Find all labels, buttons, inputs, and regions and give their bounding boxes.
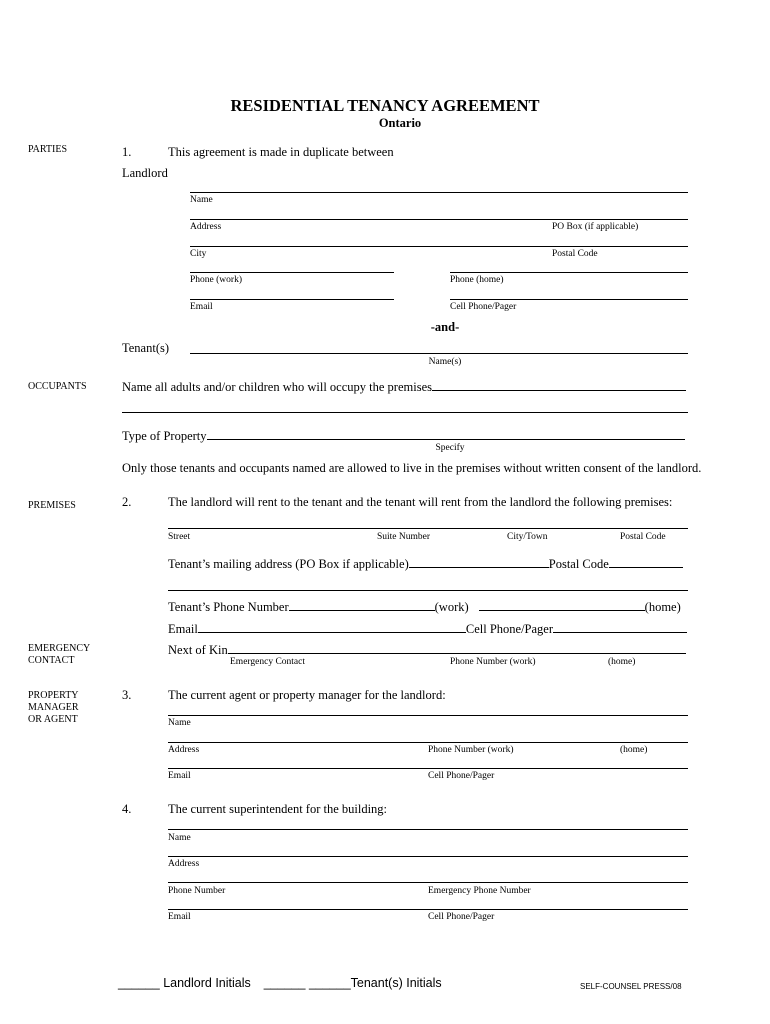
premises-intro: The landlord will rent to the tenant and the tenant will rent from the landlord the following premises: bbox=[168, 495, 673, 509]
super-emergency-phone-label: Emergency Phone Number bbox=[428, 886, 531, 896]
super-phone-label: Phone Number bbox=[168, 886, 226, 896]
publisher-mark: SELF-COUNSEL PRESS/08 bbox=[580, 982, 682, 991]
landlord-email-field[interactable] bbox=[190, 299, 394, 300]
section-label-parties: PARTIES bbox=[28, 144, 68, 155]
super-intro: The current superintendent for the building: bbox=[168, 802, 388, 816]
super-name-label: Name bbox=[168, 833, 191, 843]
landlord-phone-work-field[interactable] bbox=[190, 272, 394, 273]
super-email-label: Email bbox=[168, 912, 191, 922]
landlord-phone-home-label: Phone (home) bbox=[450, 275, 504, 285]
next-of-kin-label: Next of Kin bbox=[168, 643, 228, 657]
mailing-address-field[interactable] bbox=[409, 556, 549, 568]
page-subtitle: Ontario bbox=[378, 116, 422, 130]
section-number-2: 2. bbox=[122, 495, 132, 509]
tenant-email-line bbox=[168, 621, 687, 637]
section-number-1: 1. bbox=[122, 145, 132, 159]
emergency-phone-work-label: Phone Number (work) bbox=[450, 657, 536, 667]
landlord-initials-field[interactable]: ______ bbox=[118, 976, 160, 990]
section-label-property bbox=[28, 690, 79, 726]
next-of-kin-line bbox=[168, 642, 686, 658]
specify-label: Specify bbox=[435, 443, 465, 453]
section-number-3: 3. bbox=[122, 688, 132, 702]
premises-city-label: City/Town bbox=[507, 532, 548, 542]
premises-street-label: Street bbox=[168, 532, 191, 542]
initials-line bbox=[118, 976, 442, 990]
property-type-field[interactable] bbox=[207, 428, 685, 440]
super-address-field[interactable] bbox=[168, 856, 688, 857]
occupants-notice: Only those tenants and occupants named are allowed to live in the premises without written consent of the landlord. bbox=[122, 461, 702, 475]
occupants-label: Name all adults and/or children who will occupy the premises bbox=[122, 380, 432, 394]
section-label-emergency-line1: EMERGENCY bbox=[28, 643, 91, 654]
tenants-label: Tenant(s) bbox=[122, 341, 170, 355]
landlord-city-label: City bbox=[190, 249, 207, 259]
super-cell-label: Cell Phone/Pager bbox=[428, 912, 495, 922]
tenants-name-field[interactable] bbox=[190, 353, 688, 354]
emergency-phone-home-label: (home) bbox=[608, 657, 636, 667]
agent-phone-work-label: Phone Number (work) bbox=[428, 745, 514, 755]
agent-cell-label: Cell Phone/Pager bbox=[428, 771, 495, 781]
premises-address-field[interactable] bbox=[168, 528, 688, 529]
super-phone-field[interactable] bbox=[168, 882, 688, 883]
mailing-address-label: Tenant’s mailing address (PO Box if applicable) bbox=[168, 557, 409, 571]
tenant-phone-work-label: (work) bbox=[434, 600, 469, 614]
agent-name-field[interactable] bbox=[168, 715, 688, 716]
property-type-line bbox=[122, 428, 685, 444]
tenant-phone-home-field[interactable] bbox=[479, 599, 645, 611]
section-label-property-line2: MANAGER bbox=[28, 702, 79, 713]
mailing-address-field-2[interactable] bbox=[168, 590, 688, 591]
occupants-field-2[interactable] bbox=[122, 412, 688, 413]
tenant-email-field[interactable] bbox=[198, 621, 466, 633]
page-title: RESIDENTIAL TENANCY AGREEMENT bbox=[230, 96, 540, 115]
tenants-names-label: Name(s) bbox=[428, 357, 462, 367]
tenant-phone-work-field[interactable] bbox=[289, 599, 435, 611]
tenant-cell-field[interactable] bbox=[553, 621, 687, 633]
agent-intro: The current agent or property manager for the landlord: bbox=[168, 688, 446, 702]
property-type-label: Type of Property bbox=[122, 429, 207, 443]
section-label-premises: PREMISES bbox=[28, 500, 76, 511]
landlord-postal-label: Postal Code bbox=[552, 249, 598, 259]
and-separator: -and- bbox=[430, 320, 460, 334]
tenant-phone-line bbox=[168, 599, 681, 615]
tenant-email-label: Email bbox=[168, 622, 198, 636]
mailing-postal-label: Postal Code bbox=[548, 557, 609, 571]
landlord-phone-home-field[interactable] bbox=[450, 272, 688, 273]
landlord-name-label: Name bbox=[190, 195, 213, 205]
tenant-cell-label: Cell Phone/Pager bbox=[465, 622, 553, 636]
mailing-postal-field[interactable] bbox=[609, 556, 683, 568]
section-label-property-line1: PROPERTY bbox=[28, 690, 79, 701]
tenant-phone-home-label: (home) bbox=[644, 600, 681, 614]
landlord-address-field[interactable] bbox=[190, 219, 688, 220]
landlord-pobox-label: PO Box (if applicable) bbox=[552, 222, 639, 232]
landlord-email-label: Email bbox=[190, 302, 213, 312]
agent-address-field[interactable] bbox=[168, 742, 688, 743]
section-label-emergency bbox=[28, 643, 90, 667]
occupants-line bbox=[122, 379, 686, 395]
super-name-field[interactable] bbox=[168, 829, 688, 830]
occupants-field[interactable] bbox=[432, 379, 686, 391]
super-email-field[interactable] bbox=[168, 909, 688, 910]
next-of-kin-field[interactable] bbox=[228, 642, 686, 654]
landlord-cell-label: Cell Phone/Pager bbox=[450, 302, 517, 312]
landlord-city-field[interactable] bbox=[190, 246, 688, 247]
premises-suite-label: Suite Number bbox=[377, 532, 431, 542]
agent-name-label: Name bbox=[168, 718, 191, 728]
section-label-property-line3: OR AGENT bbox=[28, 714, 78, 725]
emergency-contact-label: Emergency Contact bbox=[230, 657, 306, 667]
agent-phone-home-label: (home) bbox=[620, 745, 648, 755]
premises-postal-label: Postal Code bbox=[620, 532, 666, 542]
landlord-cell-field[interactable] bbox=[450, 299, 688, 300]
tenant-phone-label: Tenant’s Phone Number bbox=[168, 600, 289, 614]
parties-intro: This agreement is made in duplicate between bbox=[168, 145, 394, 159]
super-address-label: Address bbox=[168, 859, 200, 869]
landlord-name-field[interactable] bbox=[190, 192, 688, 193]
section-number-4: 4. bbox=[122, 802, 132, 816]
agent-email-label: Email bbox=[168, 771, 191, 781]
agent-address-label: Address bbox=[168, 745, 200, 755]
landlord-label: Landlord bbox=[122, 166, 168, 180]
landlord-phone-work-label: Phone (work) bbox=[190, 275, 242, 285]
agent-email-field[interactable] bbox=[168, 768, 688, 769]
landlord-address-label: Address bbox=[190, 222, 222, 232]
section-label-occupants: OCCUPANTS bbox=[28, 381, 87, 392]
landlord-initials-label: Landlord Initials bbox=[163, 976, 251, 990]
tenant-initials-label: ______Tenant(s) Initials bbox=[308, 976, 442, 990]
mailing-address-line bbox=[168, 556, 683, 572]
section-label-emergency-line2: CONTACT bbox=[28, 655, 75, 666]
tenant-initials-field[interactable]: ______ bbox=[263, 976, 306, 990]
